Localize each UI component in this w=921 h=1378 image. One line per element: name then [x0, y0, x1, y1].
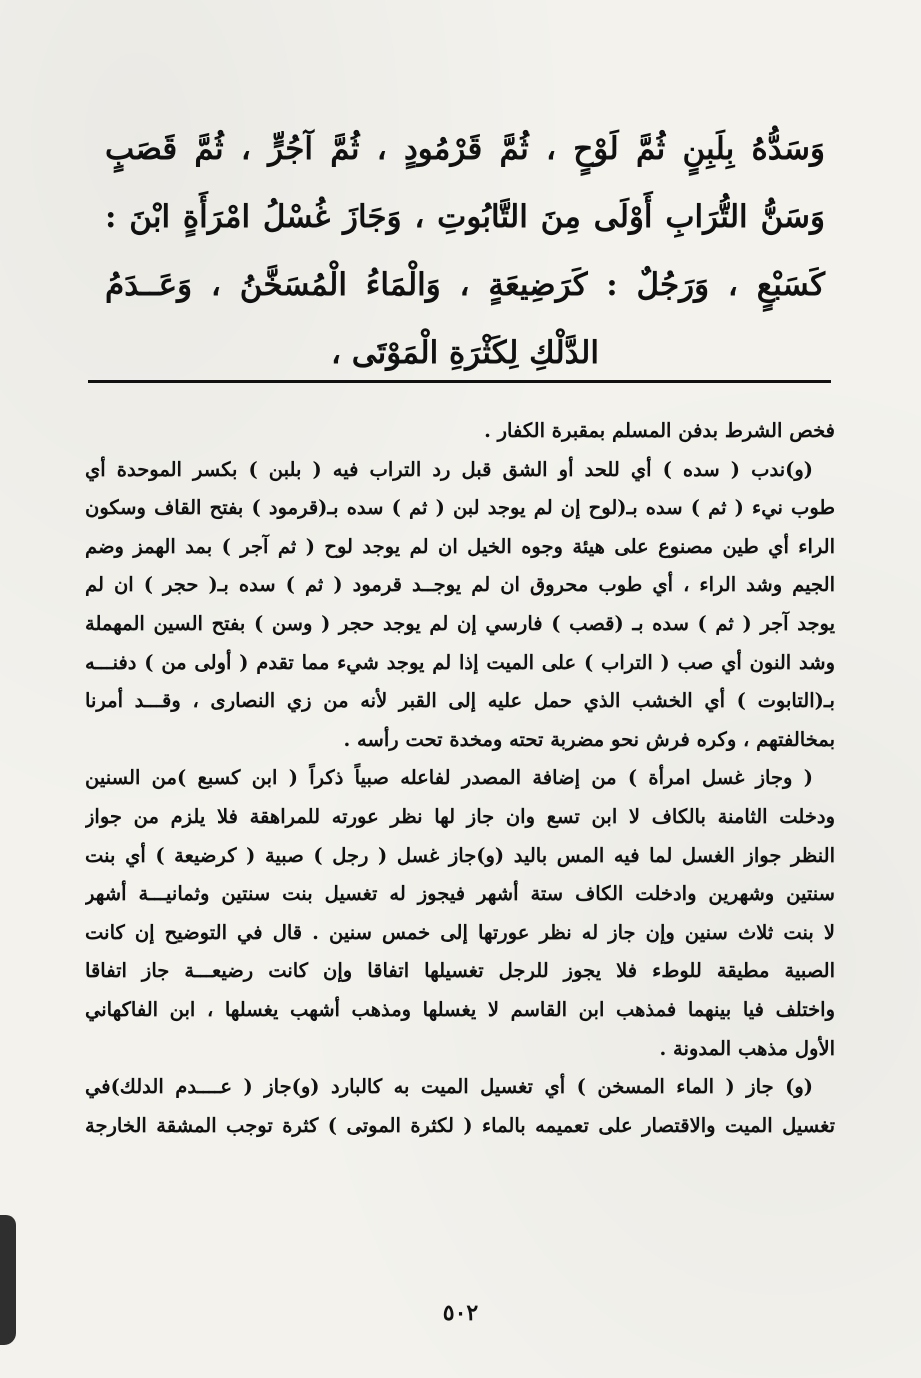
commentary-line: بمخالفتهم ، وكره فرش نحو مضربة تحته ومخدة تحت رأسه . — [343, 727, 835, 751]
page-number: ٥٠٢ — [442, 1300, 479, 1326]
commentary-line: بـ(التابوت ) أي الخشب الذي حمل عليه إلى القبر لأنه من زي النصارى ، وقـــد أمرنا — [85, 689, 835, 713]
commentary-line: فخص الشرط بدفن المسلم بمقبرة الكفار . — [484, 419, 835, 442]
commentary-line: سنتين وشهرين وادخلت الكاف ستة أشهر فيجوز له تغسيل بنت سنتين وثمانيـــة أشهر — [85, 882, 835, 906]
commentary-line: الصبية مطيقة للوطء فلا يجوز للرجل تغسيلها اتفاقا وإن كانت رضيعـــة جاز اتفاقا — [85, 959, 835, 983]
commentary-line: (و) جاز ( الماء المسخن ) أي تغسيل الميت به كالبارد (و)جاز ( عــــدم الدلك)في — [85, 1075, 813, 1099]
commentary-line: الجيم وشد الراء ، أي طوب محروق ان لم يوجــد قرمود ( ثم ) سده بـ( حجر ) ان لم — [85, 573, 835, 597]
main-text-line: الدَّلْكِ لِكَثْرَةِ الْمَوْتَى ، — [330, 335, 599, 371]
commentary-line: النظر جواز الغسل لما فيه المس باليد (و)جاز غسل ( رجل ) صبية ( كرضيعة ) أي بنت — [85, 843, 835, 867]
commentary-line: لا بنت ثلاث سنين وإن جاز له نظر عورتها إلى خمس سنين . قال في التوضيح إن كانت — [85, 920, 835, 944]
commentary-line: الراء أي طين مصنوع على هيئة وجوه الخيل ان لم يوجد لوح ( ثم آجر ) بمد الهمز وضم — [85, 534, 835, 558]
main-text-line: وَسَنُّ التُّرَابِ أَوْلَى مِنَ التَّابُوتِ ، وَجَازَ غُسْلُ امْرَأَةٍ ابْنَ : — [105, 199, 825, 235]
commentary-line: ( وجاز غسل امرأة ) من إضافة المصدر لفاعله صبياً ذكراً ( ابن كسبع )من السنين — [85, 766, 813, 790]
commentary-line: واختلف فيا بينهما فمذهب ابن القاسم لا يغسلها ومذهب أشهب يغسلها ، ابن الفاكهاني — [85, 997, 835, 1021]
commentary-line: وشد النون أي صب ( التراب ) على الميت إذا لم يوجد شيء مما تقدم ( أولى من ) دفنـــه — [85, 650, 835, 674]
commentary-line: ودخلت الثامنة بالكاف لا ابن تسع وان جاز لها نظر عورته للمراهقة فلا يلزم من جواز — [85, 804, 835, 828]
commentary-line: تغسيل الميت والاقتصار على تعميمه بالماء ( لكثرة الموتى ) كثرة توجب المشقة الخارجة — [85, 1113, 835, 1137]
commentary-line: طوب نيء ( ثم ) سده بـ(لوح إن لم يوجد لبن ( ثم ) سده بـ(قرمود ) بفتح القاف وسكون — [85, 496, 835, 520]
commentary-block — [85, 412, 835, 1145]
commentary-line: (و)ندب ( سده ) أي للحد أو الشق قبل رد التراب فيه ( بلبن ) بكسر الموحدة أي — [85, 457, 813, 481]
commentary-line: يوجد آجر ( ثم ) سده بـ (قصب ) فارسي إن لم يوجد حجر ( وسن ) بفتح السين المهملة — [85, 611, 835, 635]
main-text-block — [105, 115, 825, 387]
section-divider — [88, 380, 831, 383]
commentary-line: الأول مذهب المدونة . — [659, 1036, 835, 1060]
main-text-line: كَسَبْعٍ ، وَرَجُلٌ : كَرَضِيعَةٍ ، وَالْمَاءُ الْمُسَخَّنُ ، وَعَــدَمُ — [105, 267, 825, 303]
main-text-line: وَسَدُّهُ بِلَبِنٍ ثُمَّ لَوْحٍ ، ثُمَّ قَرْمُودٍ ، ثُمَّ آجُرٍّ ، ثُمَّ قَصَبٍ — [105, 131, 825, 167]
